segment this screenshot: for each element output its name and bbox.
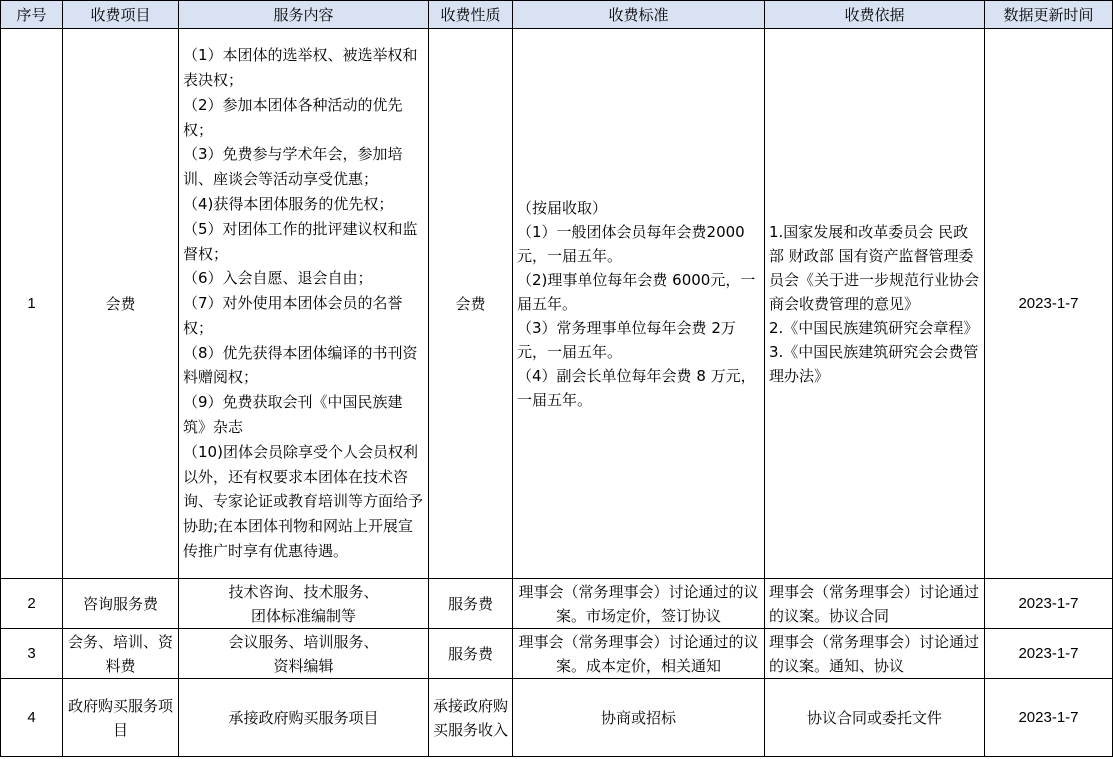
content-line: （2）参加本团体各种活动的优先权； — [183, 95, 403, 139]
basis-line: 1.国家发展和改革委员会 民政部 财政部 国有资产监督管理委员会《关于进一步规范行业协会商会收费管理的意见》 — [769, 222, 980, 313]
content-line: （7）对外使用本团体会员的名誉权； — [183, 294, 403, 337]
content-line: （6）入会自愿、退会自由； — [183, 269, 373, 288]
header-item: 收费项目 — [63, 1, 179, 29]
content-line: （3）免费参与学术年会，参加培训、座谈会等活动享受优惠； — [183, 145, 403, 189]
cell-item: 咨询服务费 — [63, 579, 179, 629]
content-line: 技术咨询、技术服务、 — [228, 582, 379, 601]
cell-standard: 理事会（常务理事会）讨论通过的议案。成本定价，相关通知 — [513, 629, 765, 679]
cell-standard: 理事会（常务理事会）讨论通过的议案。市场定价，签订协议 — [513, 579, 765, 629]
cell-item: 政府购买服务项目 — [63, 679, 179, 757]
basis-line: 3.《中国民族建筑研究会会费管理办法》 — [769, 342, 979, 385]
table-row — [1, 579, 1113, 629]
standard-line: （1）一般团体会员每年会费2000元，一届五年。 — [517, 222, 745, 265]
cell-seq: 3 — [1, 629, 63, 679]
cell-nature: 承接政府购买服务收入 — [429, 679, 513, 757]
table-row — [1, 629, 1113, 679]
content-line: （8）优先获得本团体编译的书刊资料赠阅权； — [183, 343, 418, 387]
cell-nature: 服务费 — [429, 579, 513, 629]
cell-basis — [765, 29, 985, 579]
standard-line: （按届收取） — [517, 198, 608, 217]
cell-seq: 4 — [1, 679, 63, 757]
cell-seq: 2 — [1, 579, 63, 629]
cell-nature: 会费 — [429, 29, 513, 579]
header-nature: 收费性质 — [429, 1, 513, 29]
header-seq: 序号 — [1, 1, 63, 29]
cell-nature: 服务费 — [429, 629, 513, 679]
content-line: （10)团体会员除享受个人会员权利以外，还有权要求本团体在技术咨询、专家论证或教育培训等方面给予协助;在本团体刊物和网站上开展宣传推广时享有优惠待遇。 — [183, 442, 424, 561]
cell-date: 2023-1-7 — [985, 629, 1113, 679]
header-row — [1, 1, 1113, 29]
content-line: 资料编辑 — [273, 656, 334, 675]
cell-basis: 理事会（常务理事会）讨论通过的议案。通知、协议 — [765, 629, 985, 679]
cell-basis: 协议合同或委托文件 — [765, 679, 985, 757]
standard-line: （4）副会长单位每年会费 8 万元，一届五年。 — [517, 366, 756, 409]
cell-content — [179, 629, 429, 679]
content-line: 会议服务、培训服务、 — [228, 632, 379, 651]
cell-date: 2023-1-7 — [985, 29, 1113, 579]
basis-line: 2.《中国民族建筑研究会章程》 — [769, 318, 979, 337]
table-row — [1, 679, 1113, 757]
content-line: 团体标准编制等 — [250, 606, 356, 625]
cell-standard — [513, 29, 765, 579]
content-line: （1）本团体的选举权、被选举权和表决权； — [183, 46, 418, 89]
content-line: （9）免费获取会刊《中国民族建筑》杂志 — [183, 393, 403, 437]
cell-content: 承接政府购买服务项目 — [179, 679, 429, 757]
content-line: （5）对团体工作的批评建议权和监督权； — [183, 219, 418, 263]
header-content: 服务内容 — [179, 1, 429, 29]
standard-line: （3）常务理事单位每年会费 2万元，一届五年。 — [517, 318, 736, 361]
table-row — [1, 29, 1113, 579]
cell-standard: 协商或招标 — [513, 679, 765, 757]
cell-basis: 理事会（常务理事会）讨论通过的议案。协议合同 — [765, 579, 985, 629]
header-date: 数据更新时间 — [985, 1, 1113, 29]
standard-line: （2)理事单位每年会费 6000元，一届五年。 — [517, 270, 756, 313]
cell-date: 2023-1-7 — [985, 679, 1113, 757]
cell-date: 2023-1-7 — [985, 579, 1113, 629]
cell-content — [179, 579, 429, 629]
content-line: （4)获得本团体服务的优先权； — [183, 194, 394, 213]
header-basis: 收费依据 — [765, 1, 985, 29]
cell-item: 会费 — [63, 29, 179, 579]
cell-seq: 1 — [1, 29, 63, 579]
header-standard: 收费标准 — [513, 1, 765, 29]
cell-content — [179, 29, 429, 579]
cell-item: 会务、培训、资料费 — [63, 629, 179, 679]
